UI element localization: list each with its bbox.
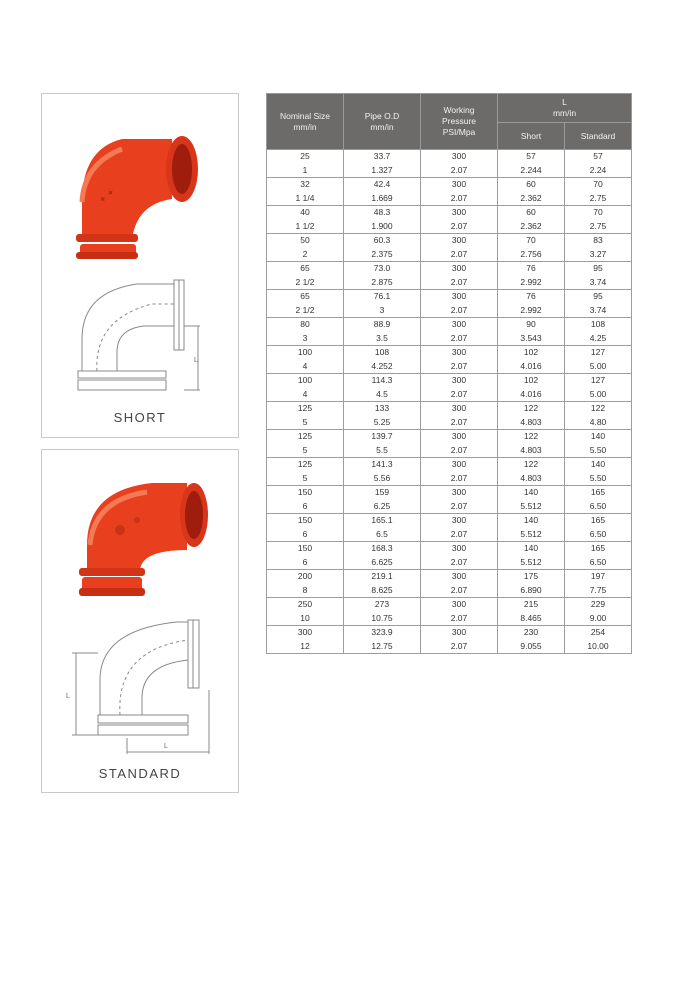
- cell-od-mm: 323.9: [344, 626, 421, 640]
- cell-pressure-mm: 300: [421, 458, 498, 472]
- cell-standard-mm: 122: [565, 402, 632, 416]
- table-row: [267, 416, 632, 430]
- cell-od-in: 4.252: [344, 360, 421, 374]
- cell-short-in: 5.512: [498, 500, 565, 514]
- cell-standard-in: 5.00: [565, 388, 632, 402]
- cell-pressure-in: 2.07: [421, 192, 498, 206]
- cell-pressure-in: 2.07: [421, 500, 498, 514]
- cell-nominal-mm: 65: [267, 262, 344, 276]
- cell-nominal-in: 10: [267, 612, 344, 626]
- cell-od-in: 5.5: [344, 444, 421, 458]
- short-dimension-label: L: [194, 357, 198, 364]
- cell-short-in: 8.465: [498, 612, 565, 626]
- table-row: [267, 458, 632, 472]
- cell-nominal-mm: 150: [267, 514, 344, 528]
- cell-pressure-in: 2.07: [421, 444, 498, 458]
- cell-standard-in: 3.74: [565, 276, 632, 290]
- cell-pressure-in: 2.07: [421, 248, 498, 262]
- cell-nominal-in: 5: [267, 444, 344, 458]
- cell-od-mm: 108: [344, 346, 421, 360]
- table-row: [267, 346, 632, 360]
- cell-pressure-mm: 300: [421, 486, 498, 500]
- cell-short-mm: 140: [498, 542, 565, 556]
- standard-dimension-label-horizontal: L: [164, 743, 168, 750]
- cell-short-in: 2.992: [498, 304, 565, 318]
- cell-nominal-in: 2 1/2: [267, 304, 344, 318]
- cell-standard-in: 2.24: [565, 164, 632, 178]
- cell-nominal-in: 8: [267, 584, 344, 598]
- cell-nominal-in: 6: [267, 528, 344, 542]
- cell-nominal-in: 5: [267, 416, 344, 430]
- cell-pressure-in: 2.07: [421, 276, 498, 290]
- cell-pressure-mm: 300: [421, 290, 498, 304]
- cell-od-mm: 273: [344, 598, 421, 612]
- cell-short-in: 4.803: [498, 472, 565, 486]
- cell-short-mm: 122: [498, 458, 565, 472]
- cell-short-mm: 90: [498, 318, 565, 332]
- cell-nominal-mm: 125: [267, 430, 344, 444]
- standard-elbow-panel: [41, 449, 239, 793]
- cell-od-mm: 88.9: [344, 318, 421, 332]
- cell-od-mm: 139.7: [344, 430, 421, 444]
- cell-standard-in: 5.00: [565, 360, 632, 374]
- table-row: [267, 528, 632, 542]
- cell-pressure-mm: 300: [421, 178, 498, 192]
- table-row: [267, 486, 632, 500]
- header-nominal-size-line2: mm/in: [293, 121, 317, 132]
- cell-nominal-mm: 40: [267, 206, 344, 220]
- table-row: [267, 598, 632, 612]
- cell-nominal-in: 2 1/2: [267, 276, 344, 290]
- cell-standard-in: 5.50: [565, 444, 632, 458]
- table-row: [267, 220, 632, 234]
- cell-pressure-in: 2.07: [421, 332, 498, 346]
- cell-nominal-in: 4: [267, 388, 344, 402]
- cell-short-in: 4.803: [498, 444, 565, 458]
- cell-short-mm: 230: [498, 626, 565, 640]
- cell-pressure-in: 2.07: [421, 640, 498, 654]
- cell-od-in: 5.56: [344, 472, 421, 486]
- cell-od-in: 2.875: [344, 276, 421, 290]
- cell-od-in: 6.5: [344, 528, 421, 542]
- table-row: [267, 584, 632, 598]
- cell-short-mm: 122: [498, 402, 565, 416]
- cell-pressure-in: 2.07: [421, 416, 498, 430]
- cell-pressure-mm: 300: [421, 430, 498, 444]
- cell-od-mm: 133: [344, 402, 421, 416]
- cell-od-in: 12.75: [344, 640, 421, 654]
- cell-short-in: 4.016: [498, 388, 565, 402]
- table-row: [267, 150, 632, 164]
- cell-nominal-mm: 250: [267, 598, 344, 612]
- cell-pressure-in: 2.07: [421, 612, 498, 626]
- table-row: [267, 262, 632, 276]
- cell-standard-mm: 165: [565, 486, 632, 500]
- header-short: Short: [498, 123, 565, 150]
- cell-standard-mm: 127: [565, 374, 632, 388]
- cell-standard-mm: 140: [565, 430, 632, 444]
- table-row: [267, 402, 632, 416]
- standard-dimension-label-vertical: L: [66, 693, 70, 700]
- cell-short-in: 2.362: [498, 220, 565, 234]
- table-row: [267, 570, 632, 584]
- cell-nominal-in: 12: [267, 640, 344, 654]
- cell-pressure-in: 2.07: [421, 556, 498, 570]
- table-row: [267, 318, 632, 332]
- cell-pressure-in: 2.07: [421, 584, 498, 598]
- cell-od-mm: 42.4: [344, 178, 421, 192]
- table-row: [267, 514, 632, 528]
- table-row: [267, 500, 632, 514]
- cell-od-in: 2.375: [344, 248, 421, 262]
- header-standard: Standard: [565, 123, 632, 150]
- short-elbow-photo: [76, 136, 198, 259]
- cell-short-mm: 60: [498, 178, 565, 192]
- cell-standard-in: 3.74: [565, 304, 632, 318]
- table-row: [267, 304, 632, 318]
- cell-od-in: 8.625: [344, 584, 421, 598]
- header-nominal-size-line1: Nominal Size: [279, 110, 331, 121]
- cell-short-mm: 76: [498, 290, 565, 304]
- cell-nominal-mm: 65: [267, 290, 344, 304]
- cell-nominal-mm: 80: [267, 318, 344, 332]
- cell-standard-mm: 70: [565, 206, 632, 220]
- cell-standard-in: 5.50: [565, 472, 632, 486]
- table-row: [267, 542, 632, 556]
- cell-od-mm: 48.3: [344, 206, 421, 220]
- cell-standard-mm: 140: [565, 458, 632, 472]
- cell-pressure-mm: 300: [421, 206, 498, 220]
- cell-pressure-in: 2.07: [421, 360, 498, 374]
- cell-od-mm: 219.1: [344, 570, 421, 584]
- cell-od-in: 4.5: [344, 388, 421, 402]
- short-elbow-panel: [41, 93, 239, 438]
- cell-pressure-in: 2.07: [421, 304, 498, 318]
- standard-label: STANDARD: [98, 766, 182, 781]
- table-row: [267, 388, 632, 402]
- cell-standard-in: 7.75: [565, 584, 632, 598]
- cell-short-mm: 140: [498, 514, 565, 528]
- table-row: [267, 556, 632, 570]
- table-row: [267, 290, 632, 304]
- table-row: [267, 360, 632, 374]
- header-l-line2: mm/in: [552, 108, 577, 118]
- cell-standard-mm: 83: [565, 234, 632, 248]
- cell-pressure-in: 2.07: [421, 528, 498, 542]
- cell-short-mm: 215: [498, 598, 565, 612]
- cell-nominal-mm: 150: [267, 542, 344, 556]
- cell-standard-in: 3.27: [565, 248, 632, 262]
- cell-short-in: 6.890: [498, 584, 565, 598]
- cell-standard-mm: 165: [565, 542, 632, 556]
- cell-short-in: 5.512: [498, 528, 565, 542]
- cell-standard-mm: 95: [565, 262, 632, 276]
- cell-standard-mm: 95: [565, 290, 632, 304]
- table-row: [267, 178, 632, 192]
- cell-standard-mm: 108: [565, 318, 632, 332]
- cell-standard-mm: 165: [565, 514, 632, 528]
- header-working-pressure: [421, 94, 498, 150]
- cell-nominal-in: 1 1/2: [267, 220, 344, 234]
- cell-short-in: 2.244: [498, 164, 565, 178]
- table-row: [267, 206, 632, 220]
- cell-pressure-mm: 300: [421, 402, 498, 416]
- cell-standard-in: 10.00: [565, 640, 632, 654]
- cell-pressure-mm: 300: [421, 598, 498, 612]
- cell-pressure-mm: 300: [421, 234, 498, 248]
- cell-od-mm: 168.3: [344, 542, 421, 556]
- cell-nominal-in: 3: [267, 332, 344, 346]
- cell-pressure-mm: 300: [421, 570, 498, 584]
- cell-standard-mm: 229: [565, 598, 632, 612]
- standard-elbow-drawing: [72, 620, 209, 754]
- cell-od-mm: 141.3: [344, 458, 421, 472]
- cell-od-in: 3.5: [344, 332, 421, 346]
- cell-short-in: 5.512: [498, 556, 565, 570]
- cell-od-mm: 76.1: [344, 290, 421, 304]
- cell-nominal-mm: 300: [267, 626, 344, 640]
- cell-pressure-in: 2.07: [421, 388, 498, 402]
- cell-standard-mm: 197: [565, 570, 632, 584]
- cell-pressure-mm: 300: [421, 318, 498, 332]
- header-working-pressure-line2: Pressure: [441, 116, 476, 126]
- cell-nominal-mm: 50: [267, 234, 344, 248]
- cell-short-in: 2.756: [498, 248, 565, 262]
- cell-pressure-mm: 300: [421, 626, 498, 640]
- cell-od-mm: 33.7: [344, 150, 421, 164]
- cell-short-mm: 122: [498, 430, 565, 444]
- cell-nominal-mm: 125: [267, 458, 344, 472]
- cell-od-in: 1.669: [344, 192, 421, 206]
- cell-standard-in: 2.75: [565, 192, 632, 206]
- cell-pressure-mm: 300: [421, 150, 498, 164]
- cell-pressure-mm: 300: [421, 346, 498, 360]
- cell-od-in: 6.25: [344, 500, 421, 514]
- table-row: [267, 472, 632, 486]
- cell-od-in: 5.25: [344, 416, 421, 430]
- cell-nominal-in: 1: [267, 164, 344, 178]
- cell-od-mm: 165.1: [344, 514, 421, 528]
- cell-nominal-mm: 150: [267, 486, 344, 500]
- cell-pressure-mm: 300: [421, 514, 498, 528]
- table-row: [267, 248, 632, 262]
- table-row: [267, 164, 632, 178]
- cell-nominal-in: 6: [267, 556, 344, 570]
- table-row: [267, 640, 632, 654]
- cell-od-mm: 114.3: [344, 374, 421, 388]
- table-body: [267, 150, 632, 654]
- cell-short-in: 9.055: [498, 640, 565, 654]
- cell-standard-in: 6.50: [565, 556, 632, 570]
- table-row: [267, 612, 632, 626]
- cell-short-in: 2.992: [498, 276, 565, 290]
- cell-short-in: 3.543: [498, 332, 565, 346]
- cell-nominal-mm: 100: [267, 346, 344, 360]
- table-row: [267, 444, 632, 458]
- cell-nominal-mm: 200: [267, 570, 344, 584]
- header-pipe-od-line1: Pipe O.D: [364, 110, 400, 121]
- cell-nominal-in: 5: [267, 472, 344, 486]
- cell-short-in: 2.362: [498, 192, 565, 206]
- cell-short-mm: 60: [498, 206, 565, 220]
- table-row: [267, 430, 632, 444]
- short-elbow-drawing: [78, 280, 200, 390]
- cell-pressure-mm: 300: [421, 262, 498, 276]
- table-row: [267, 276, 632, 290]
- table-row: [267, 234, 632, 248]
- cell-standard-in: 2.75: [565, 220, 632, 234]
- short-elbow-figure: [42, 94, 238, 437]
- cell-standard-mm: 57: [565, 150, 632, 164]
- cell-pressure-in: 2.07: [421, 220, 498, 234]
- cell-nominal-mm: 25: [267, 150, 344, 164]
- short-label: SHORT: [113, 410, 167, 425]
- header-nominal-size: [267, 94, 344, 150]
- cell-short-mm: 57: [498, 150, 565, 164]
- cell-pressure-mm: 300: [421, 374, 498, 388]
- cell-od-in: 6.625: [344, 556, 421, 570]
- cell-od-in: 10.75: [344, 612, 421, 626]
- cell-nominal-in: 4: [267, 360, 344, 374]
- cell-od-mm: 159: [344, 486, 421, 500]
- cell-od-in: 3: [344, 304, 421, 318]
- cell-standard-mm: 127: [565, 346, 632, 360]
- header-working-pressure-line3: PSI/Mpa: [442, 127, 476, 137]
- table-row: [267, 192, 632, 206]
- cell-od-in: 1.900: [344, 220, 421, 234]
- cell-nominal-mm: 32: [267, 178, 344, 192]
- cell-short-in: 4.803: [498, 416, 565, 430]
- cell-od-mm: 73.0: [344, 262, 421, 276]
- cell-short-mm: 175: [498, 570, 565, 584]
- header-pipe-od: [344, 94, 421, 150]
- cell-short-in: 4.016: [498, 360, 565, 374]
- cell-short-mm: 102: [498, 374, 565, 388]
- svg-text:✦ ✦: ✦ ✦: [96, 186, 117, 206]
- cell-nominal-mm: 100: [267, 374, 344, 388]
- header-l-line1: L: [562, 97, 567, 107]
- header-l: [498, 94, 632, 123]
- cell-nominal-mm: 125: [267, 402, 344, 416]
- cell-standard-in: 4.80: [565, 416, 632, 430]
- cell-short-mm: 70: [498, 234, 565, 248]
- cell-pressure-mm: 300: [421, 542, 498, 556]
- dimension-table: [266, 93, 632, 654]
- cell-nominal-in: 1 1/4: [267, 192, 344, 206]
- cell-od-in: 1.327: [344, 164, 421, 178]
- header-working-pressure-line1: Working: [443, 105, 475, 115]
- cell-standard-mm: 254: [565, 626, 632, 640]
- cell-short-mm: 102: [498, 346, 565, 360]
- cell-standard-in: 6.50: [565, 500, 632, 514]
- cell-pressure-in: 2.07: [421, 472, 498, 486]
- table-row: [267, 332, 632, 346]
- table-row: [267, 374, 632, 388]
- table-row: [267, 626, 632, 640]
- cell-od-mm: 60.3: [344, 234, 421, 248]
- cell-nominal-in: 2: [267, 248, 344, 262]
- cell-nominal-in: 6: [267, 500, 344, 514]
- standard-elbow-figure: [42, 450, 238, 792]
- cell-standard-in: 6.50: [565, 528, 632, 542]
- cell-standard-mm: 70: [565, 178, 632, 192]
- cell-pressure-in: 2.07: [421, 164, 498, 178]
- cell-standard-in: 9.00: [565, 612, 632, 626]
- cell-short-mm: 140: [498, 486, 565, 500]
- standard-elbow-photo: [79, 483, 208, 596]
- cell-short-mm: 76: [498, 262, 565, 276]
- cell-standard-in: 4.25: [565, 332, 632, 346]
- header-pipe-od-line2: mm/in: [370, 121, 394, 132]
